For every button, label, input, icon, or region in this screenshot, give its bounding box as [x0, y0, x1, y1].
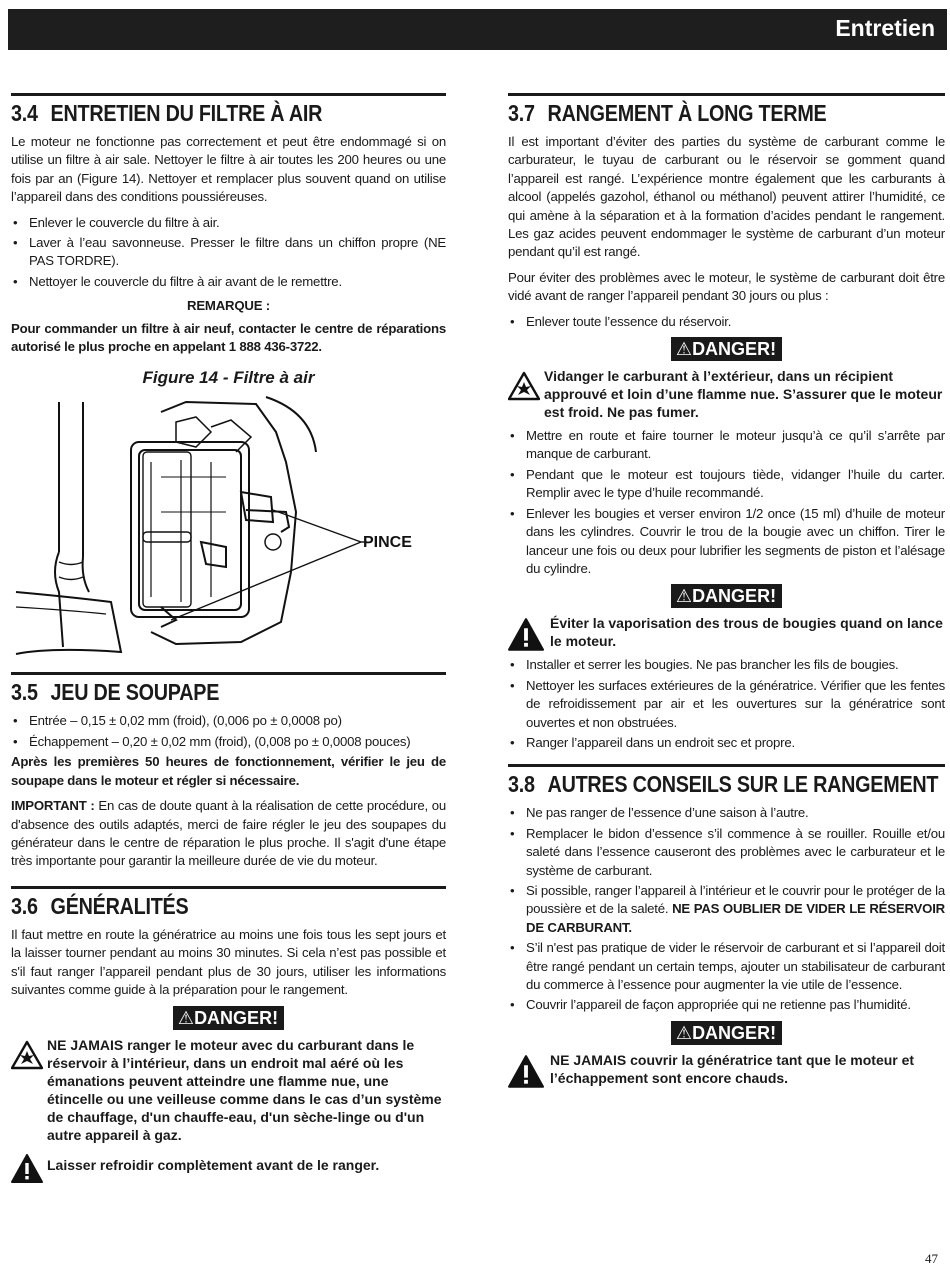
paragraph: Il faut mettre en route la génératrice au moins une fois tous les sept jours et la laisser tourner pendant au moins 30 minutes. Si cela n’est pas possible et s'il faut ranger l’appareil pendant plus de 30 jours, utiliser les informations suivantes comme guide à la préparation pour le rangement. — [11, 926, 446, 997]
list-item: • Ne pas ranger de l’essence d’une saison à l’autre. — [508, 804, 945, 822]
warning-triangle-icon: ⚠ — [177, 1008, 195, 1029]
warning-triangle-icon: ⚠ — [675, 586, 693, 607]
warning-triangle-icon: ⚠ — [675, 339, 693, 360]
air-filter-figure — [11, 392, 446, 662]
figure-title: Figure 14 - Filtre à air — [142, 368, 315, 388]
list-item: • Échappement – 0,20 ± 0,02 mm (froid), (0,008 po ± 0,0008 pouces) — [11, 733, 446, 751]
paragraph: Pour éviter des problèmes avec le moteur, le système de carburant doit être vidé avant de ranger l’appareil pendant 30 jours ou plus : — [508, 269, 945, 304]
list-item: • Pendant que le moteur est toujours tiède, vidanger l’huile du carter. Remplir avec le type d’huile recommandé. — [508, 466, 945, 503]
exclamation-warning-icon — [11, 1154, 43, 1184]
bullet-list — [11, 712, 446, 751]
list-item: • S’il n'est pas pratique de vider le réservoir de carburant et si l’appareil doit être rangé pendant un certain temps, ajouter un stabilisateur de carburant du commerce à l’essence pour augmenter la vie utile de l’essence. — [508, 939, 945, 994]
warning-cool: Laisser refroidir complètement avant de le ranger. — [11, 1150, 446, 1190]
section-title-3-8: 3.8 AUTRES CONSEILS SUR LE RANGEMENT — [508, 771, 939, 798]
explosion-warning-icon — [508, 371, 540, 401]
bullet-list — [508, 427, 945, 578]
bullet-list — [11, 214, 446, 292]
section-rule — [508, 764, 945, 767]
danger-banner: ⚠DANGER! — [508, 1021, 945, 1045]
explosion-warning-icon — [11, 1040, 43, 1070]
remark-text: Pour commander un filtre à air neuf, contacter le centre de réparations autorisé le plus proche en appelant 1 888 436-3722. — [11, 320, 446, 355]
section-title-3-5: 3.5 JEU DE SOUPAPE — [11, 679, 220, 706]
list-item: • Enlever le couvercle du filtre à air. — [11, 214, 446, 232]
warning-cover: NE JAMAIS couvrir la génératrice tant que le moteur et l’échappement sont encore chauds. — [508, 1051, 945, 1087]
section-rule — [11, 886, 446, 889]
list-item: • Entrée – 0,15 ± 0,02 mm (froid), (0,006 po ± 0,0008 po) — [11, 712, 446, 730]
paragraph: Après les premières 50 heures de fonctionnement, vérifier le jeu de soupape dans le moteur et régler si nécessaire. — [11, 754, 446, 788]
section-title-3-6: 3.6 GÉNÉRALITÉS — [11, 892, 189, 919]
list-item: • Nettoyer le couvercle du filtre à air avant de le remettre. — [11, 273, 446, 291]
section-rule — [508, 93, 945, 96]
header-title: Entretien — [835, 15, 935, 41]
list-item: • Si possible, ranger l’appareil à l’intérieur et le couvrir pour le protéger de la poussière et de la saleté. NE PAS OUBLIER DE VIDER LE RÉSERVOIR DE CARBURANT. — [508, 882, 945, 937]
important-paragraph: IMPORTANT : En cas de doute quant à la réalisation de cette procédure, ou d'absence des outils adaptés, merci de faire régler le jeu des soupapes du générateur dans le centre de réparation le plus proche. Il s'agit d'une étape très importante pour garantir la meilleure durée de vie du moteur. — [11, 798, 447, 869]
paragraph: Le moteur ne fonctionne pas correctement et peut être endommagé si on utilise un filtre à air sale. Nettoyer le filtre à air toutes les 200 heures ou une fois par an (Figure 14). Nettoyer et remplacer plus souvent quand on utilise l’appareil dans des conditions poussiéreuses. — [11, 134, 446, 205]
list-item: • Laver à l’eau savonneuse. Presser le filtre dans un chiffon propre (NE PAS TORDRE). — [11, 234, 446, 271]
list-item: • Ranger l’appareil dans un endroit sec et propre. — [508, 734, 945, 752]
bullet-list — [508, 313, 945, 331]
warning-fuel: Vidanger le carburant à l’extérieur, dans un récipient approuvé et loin d’une flamme nue. S’assurer que le moteur est froid. Ne pas fumer. — [508, 367, 945, 421]
page-number: 47 — [925, 1251, 938, 1266]
left-column — [11, 93, 446, 1196]
list-item: • Enlever toute l’essence du réservoir. — [508, 313, 945, 331]
section-title-3-4: 3.4 ENTRETIEN DU FILTRE À AIR — [11, 100, 323, 126]
bullet-list — [508, 804, 945, 1014]
list-item: • Remplacer le bidon d’essence s’il commence à se rouiller. Rouille et/ou saleté dans l’essence causeront des problèmes avec le carburateur et le système de carburant. — [508, 825, 945, 880]
list-item: • Installer et serrer les bougies. Ne pas brancher les fils de bougies. — [508, 656, 945, 674]
exclamation-warning-icon — [508, 618, 544, 652]
paragraph: Il est important d’éviter des parties du système de carburant comme le carburateur, le tuyau de carburant ou le réservoir se gomment quand l’appareil est rangé. L’expérience montre également que les carburants à alcool (appelés gazohol, éthanol ou méthanol) peuvent attirer l’humidité, ce qui amène à la séparation et à la formation d’acides pendant le rangement. Les gaz acides peuvent endommager le système de carburant d’un moteur pendant qu’il est rangé. — [508, 134, 945, 260]
warning-fire: NE JAMAIS ranger le moteur avec du carburant dans le réservoir à l’intérieur, dans un endroit mal aéré où les émanations peuvent atteindre une flamme nue, une étincelle ou une veilleuse comme dans le cas d’un système de chauffage, d'un chauffe-eau, d'un sèche-linge ou d'un autre appareil à gaz. — [11, 1036, 446, 1144]
warning-triangle-icon: ⚠ — [675, 1022, 693, 1043]
section-rule — [11, 672, 446, 675]
header-bar — [8, 9, 947, 50]
list-item: • Couvrir l’appareil de façon appropriée qui ne retienne pas l’humidité. — [508, 996, 945, 1014]
exclamation-warning-icon — [508, 1055, 544, 1089]
figure-label-pince: PINCE — [363, 534, 412, 552]
section-rule — [11, 93, 446, 96]
warning-spark: Éviter la vaporisation des trous de bougies quand on lance le moteur. — [508, 614, 945, 650]
right-column — [508, 93, 945, 1093]
air-filter-illustration — [11, 392, 446, 662]
danger-banner: ⚠DANGER! — [508, 337, 945, 361]
list-item: • Nettoyer les surfaces extérieures de la génératrice. Vérifier que les fentes de refroidissement par air et les ouvertures sur la génératrice sont ouvertes et non obstruées. — [508, 677, 945, 732]
list-item: • Mettre en route et faire tourner le moteur jusqu’à ce qu’il s’arrête par manque de carburant. — [508, 427, 945, 464]
list-item: • Enlever les bougies et verser environ 1/2 once (15 ml) d’huile de moteur dans les cylindres. Couvrir le trou de la bougie avec un chiffon. Tirer le lanceur une fois ou deux pour lubrifier les segments de piston et l’alésage du cylindre. — [508, 505, 945, 579]
remark-label: REMARQUE : — [187, 298, 270, 314]
section-title-3-7: 3.7 RANGEMENT À LONG TERME — [508, 100, 827, 126]
danger-banner: ⚠DANGER! — [508, 584, 945, 608]
danger-banner: ⚠DANGER! — [11, 1006, 446, 1030]
bullet-list — [508, 656, 945, 752]
